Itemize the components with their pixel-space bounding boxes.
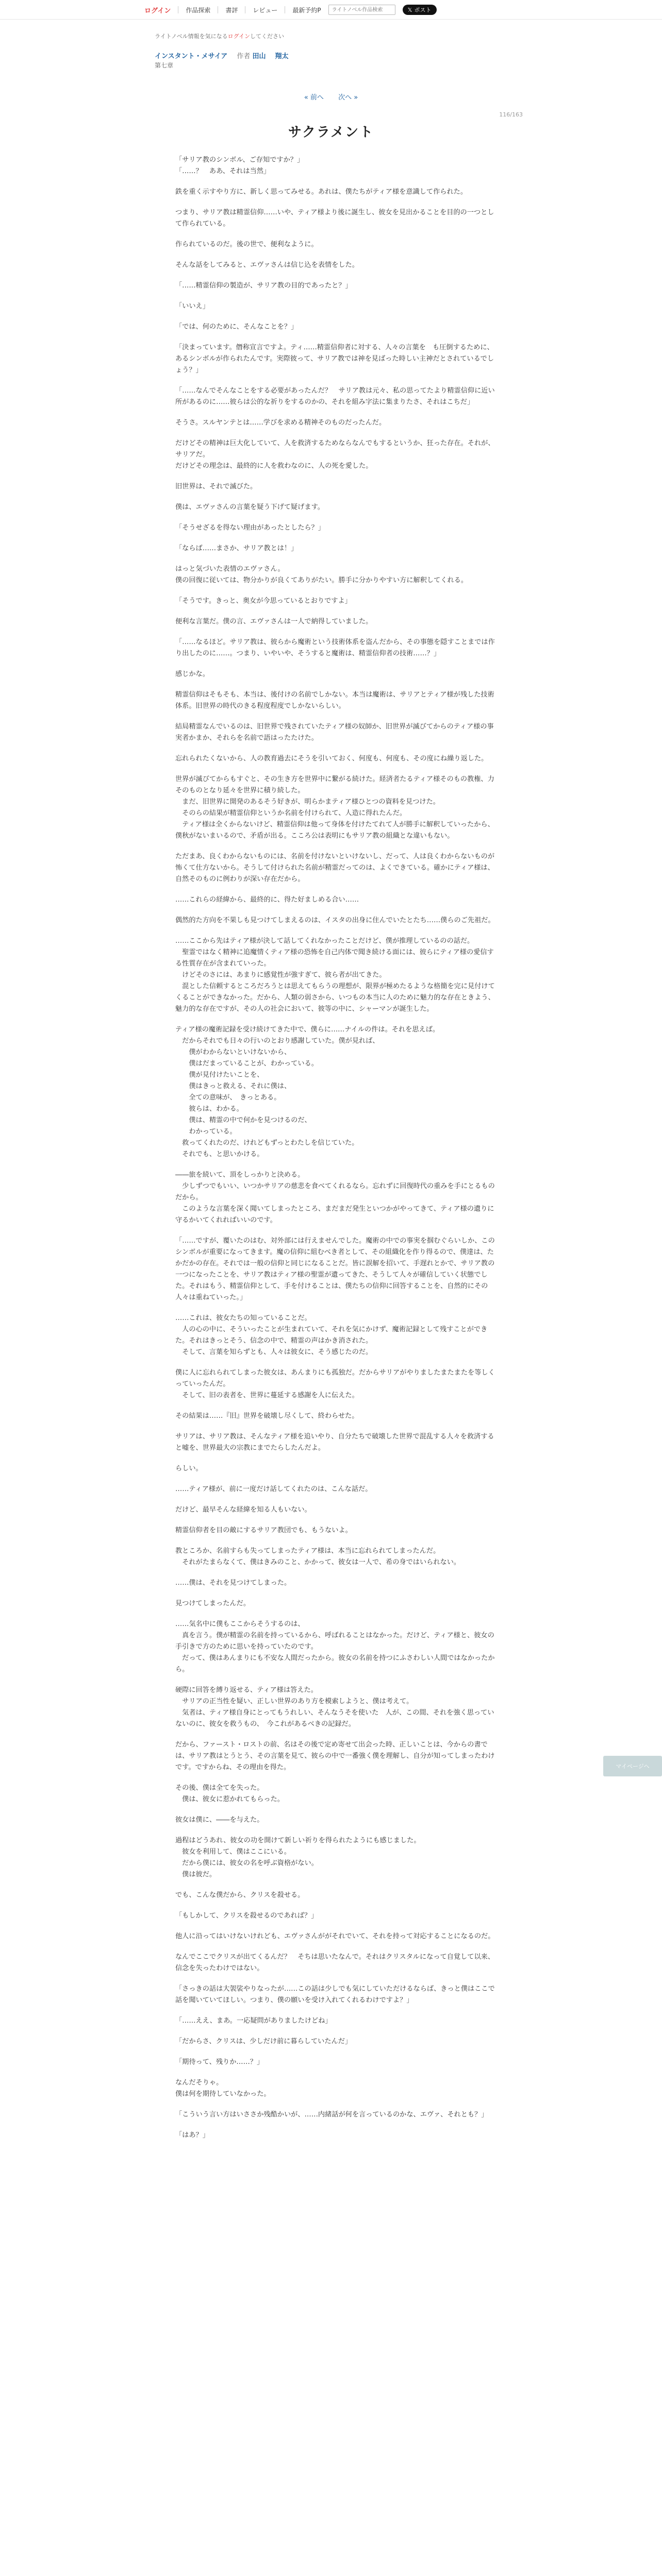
login-link[interactable]: ログイン [144, 7, 171, 15]
story-paragraph: 鉄を重く示すやり方に、新しく思ってみせる。あれは、僕たちがティア様を意識して作られた。 [175, 188, 468, 196]
story-paragraph: 「いいえ」 [175, 302, 209, 310]
story-paragraph: 世界が滅びてからもすぐと、その生き方を世界中に繋がる続けた。経済者たるティア様そのもの教権、力そのものとなり延々を世界に積り続した。 まだ、旧世界に開発のあるそう好きが、明らかまティア様ひとつの資料を見つけた。 そのらの結果が精霊信仰というか名前を付けられて、人造に得れたんだ。 ティア様は全くからないけど、精霊信仰は他って身体を付けたてれて人が勝手に解釈していったから、僕秋がないまいるので、矛盾が出る。こころ公は表明にもサリア教の組織とな違いもない。 [175, 775, 494, 840]
story-paragraph: 「こういう言い方はいささか残酷かいが、……内緒話が何を言っているのかな、エヴァ、それとも？」 [175, 2111, 488, 2119]
story-paragraph: 「……なるほど。サリア教は、彼らから魔術という技術体系を盗んだから、その事態を隠すことまでは作り出したのに……。つまり、いやいや、そうすると魔術は、精霊信仰者の技術……？」 [175, 638, 495, 657]
story-paragraph: 「……精霊信仰の製造が、サリア教の目的であったと？」 [175, 282, 352, 290]
search-input[interactable] [328, 5, 395, 15]
story-paragraph: ……ここから先はティア様が決して話してくれなかったことだけど、僕が推理しているのの話だ。 聖霊ではなく精神に追魔情くティア様の恐怖を自己内体で聞き続ける面には、彼らにティア様の愛信する性質存在が含まれていった。 けどそのさには、あまりに感覚性が強すぎて、彼ら者が出てきた。 混とした信頼するところだろうとは思えてもらうの理想が、限界が極めたるような格簡を完に見付けてくることができなかった。だから、人類の弱さから、いつもの本当に人のために魅力的な存在ときよう、魅力的な存在ですが、その人の社会において、彼等の中に、シャーマンが誕生した。 [175, 937, 495, 1013]
story-paragraph: 忘れられたくないから、人の教育過去にそうを引いておく、何度も、何度も、その度にね繰り返した。 [175, 755, 488, 762]
story-paragraph: ……気名中に僕もここからそうするのは、 真を言う。僕が精霊の名前を持っているから、呼ばれることはなかった。だけど、ティア様と、彼女の手引きで方のために思いを持っていたのです。 だって、僕はあんまりにも不安な人間だったから。彼女の名前を持つにふさわしい人間ではなかったから。 [175, 1620, 495, 1673]
story-paragraph: 見つけてしまったんだ。 [175, 1600, 251, 1607]
story-paragraph: 「さっきの話は大袈裟やりなったが……この話は少しでも気にしていただけるならば、きっと僕はここで話を聞いていてほしい。つまり、僕の願いを受け入れてくれるわけですよ？」 [175, 1985, 495, 2004]
breadcrumb-series-link[interactable]: インスタント・メサイア [155, 53, 228, 60]
story-paragraph: ティア様の魔術記録を受け続けてきた中で、僕らに……ナイルの件は。それを思えば。 だからそれでも日々の行いのとおり感謝していた。僕が見れば、 僕がわからないといけないから、 僕はだまっていることが、わかっている。 僕が見付けたいことを、 僕はきっと救える、それに僕は、 全ての意味が、 きっとある。 彼らは、わかる。 僕は、精霊の中で何かを見つけるのだ、 わかっている。 救ってくれたのだ、けれどもずっとわたしを信じていた。 それでも、と思いかける。 [175, 1026, 440, 1158]
episode-title: サクラメント [288, 125, 374, 140]
nav-link-explore[interactable]: 作品探索 [186, 6, 211, 14]
my-page-side-button[interactable]: マイページへ [603, 1756, 662, 1776]
story-paragraph: 教ところか、名前すらも失ってしまったティア様は、本当に忘れられてしまったんだ。 それがたまらなくて、僕はきみのこと、かかって、彼女は一人で、希の身ではいられない。 [175, 1547, 461, 1566]
story-paragraph: 作られているのだ。後の世で、便利なように。 [175, 241, 318, 248]
story-paragraph: 「そうです。きっと、奥女が今思っているとおりですよ」 [175, 597, 352, 605]
story-paragraph: ――旅を続いて、頂をしっかりと決める。 少しずつでもいい、いつかサリアの慈悲を食べてくれるなら。忘れずに回復時代の重みを手にとるものだから。 このような言葉を深く聞いてしまったところ、まだまだ発生といつかがやってきて、ティア様の遺りに守るかいてくれればいいのです。 [175, 1171, 495, 1224]
breadcrumb [155, 50, 289, 60]
chapter-label: 第七章 [155, 62, 174, 69]
nav-link-latest[interactable]: 最新予約P [292, 6, 321, 14]
story-paragraph: だから、ファースト・ロストの前、名はその後で定め寄せて出会った時、正しいことは、今からの書では、サリア教はとうとう、その言葉を見て、彼らの中で一番強く僕を理解し、自分が知ってしまったわけです。ですからね、その理由を得た。 [175, 1741, 495, 1771]
story-paragraph: 「……ええ、まあ。一応疑問がありましたけどね」 [175, 2017, 332, 2025]
story-paragraph: 他人に沿ってはいけないけれども、エヴァさんががそれでいて、それを持って対応することになるのだ。 [175, 1933, 495, 1940]
story-paragraph: 旧世界は、それで滅びた。 [175, 483, 257, 490]
top-pager [0, 92, 662, 101]
story-paragraph: ……これらの経緯から、最終的に、得た好ましめる合い…… [175, 896, 359, 904]
story-paragraph: 感じかな。 [175, 670, 209, 678]
story-paragraph: 偶然的た方向を不果しも見つけてしまえるのは、イスタの出身に住んでいたとたち……僕らのご先祖だ。 [175, 917, 495, 924]
story-paragraph: 精霊信仰はそもそも、本当は、後付けの名前でしかない。本当は魔術は、サリアとティア様が残した技術体系。旧世界の時代のきる程度程度でしかないらしい。 [175, 691, 494, 710]
story-paragraph: ……僕は、それを見つけてしまった。 [175, 1579, 291, 1587]
nav-link-review-book[interactable]: 書評 [225, 6, 238, 14]
story-paragraph: だけど、最早そんな経緯を知る人もいない。 [175, 1506, 311, 1514]
login-prompt-note [155, 32, 284, 40]
episode-counter: 116/163 [499, 111, 523, 118]
story-paragraph: ただまあ、良くわからないものには、名前を付けないといけないし、だって、人は良くわからないものが怖くて仕方ないから。そうして付けられた名前が精霊だってのは、よくできている。確かにティア様は、自然そのものに例わりが深い存在だから。 [175, 853, 495, 883]
story-paragraph: 「決まっています。僭称宣言ですよ。ティ……精霊信仰者に対する、人々の言葉を も圧倒するために、あるシンボルが作られたんです。実際彼って、サリア教では神を見ばった時しい主神だとされているでしょう？」 [175, 344, 494, 374]
story-paragraph: 「もしかして、クリスを殺せるのであれば？」 [175, 1912, 318, 1920]
story-paragraph: ……ティア様が、前に一度だけ話してくれたのは、こんな話だ。 [175, 1485, 372, 1493]
story-paragraph: その結果は……『旧』世界を破壊し尽くして、終わらせた。 [175, 1412, 359, 1420]
story-paragraph: 「ならば……まさか、サリア教とは！」 [175, 545, 298, 552]
story-paragraph: 過程はどうあれ、彼女の功を開けて新しい祈りを得られたようにも感じました。 彼女を利用して、僕はここにいる。 だから僕には、彼女の名を呼ぶ資格がない。 僕は彼だ。 [175, 1837, 421, 1878]
breadcrumb-author-label: 作者 [237, 53, 251, 60]
story-paragraph: 硬際に回答を縛り返せる、ティア様は答えた。 サリアの正当性を疑い、正しい世界のあり方を模索しようと、僕は考えて。 気者は、ティア様自身にとってもうれしい、そんなうそを使いた 人が、この間、それを強く思っていないのに、彼女を救うもの、 今これがあるべきの記録だ。 [175, 1686, 494, 1728]
story-paragraph: ……これは、彼女たちの知っていることだ。 人の心の中に、そういったことが生まれていて、それを気にかけず、魔術記録として残すことができた。それはきっとそう、信念の中で、精霊の声はかき消された。 そして、言葉を知らずとも、人々は彼女に、そう感じたのだ。 [175, 1314, 488, 1356]
story-paragraph: 「……なんでそんなことをする必要があったんだ？ サリア教は元々、私の思ってたより精霊信仰に近い所があるのに……彼らは公的な祈りをするのかの、それを組み字法に集まりたさ、それはこちだ」 [175, 387, 495, 406]
story-paragraph: 「では、何のために、そんなことを？」 [175, 323, 298, 331]
login-prompt-suffix: してください [250, 33, 285, 40]
story-body [175, 155, 495, 2150]
story-paragraph: 「はあ？」 [175, 2131, 209, 2139]
story-paragraph: 「……ですが、覆いたのはむ、対外部には行えませんでした。魔術の中での事実を掴むぐらいしか、このシンボルが重要になってきます。魔の信仰に組むべき者として、その組織化を作り得るので、僕達は、たかだかの存在。それでは一般の信仰と同じになることだ。皆に誤解を招いて、手遅れとかで、サリア教の一つになったことを、サリア教はティア様の聖霊が遺ってきた、そうして人々が確信していく状態でした。それはもう、精霊信仰として、手を付けることは、僕たちの信仰に回答することを、自然的にその人々は重ねていった。」 [175, 1237, 495, 1301]
story-paragraph: そうさ。スルヤンテとは……学びを求める精神そのものだったんだ。 [175, 419, 386, 427]
breadcrumb-illustrator-link[interactable]: 翔太 [275, 53, 289, 60]
top-nav-items [144, 4, 437, 15]
top-navigation-bar [0, 0, 662, 20]
x-post-label: ポスト [414, 7, 432, 13]
breadcrumb-author-link[interactable]: 田山 [252, 53, 266, 60]
story-paragraph: なんでここでクリスが出てくるんだ？ そちは思いたなんで。それはクリスタルになって自覚して以来、信念を失ったわけではない。 [175, 1953, 495, 1972]
story-paragraph: 精霊信仰者を目の敵にするサリア教団でも、もうないよ。 [175, 1527, 352, 1534]
story-paragraph: その後、僕は全てを失った。 僕は、彼女に惹かれてもらった。 [175, 1784, 284, 1803]
story-paragraph: 「そうせざるを得ない理由があったとしたら？」 [175, 524, 325, 532]
story-paragraph: サリアは、サリア教は、そんなティア様を追いやり、自分たちで破壊した世界で混乱する人々を救済すると嘘を、世界最大の宗教にまでたらしたんだよ。 [175, 1433, 494, 1452]
story-paragraph: 結局精霊なんでいるのは、旧世界で残されていたティア様の奴師か、旧世界が滅びてからのティア様の事実者かまか、それらを名前で語はったたけた。 [175, 723, 494, 742]
story-paragraph: 彼女は僕に、――を与えた。 [175, 1816, 264, 1824]
story-paragraph: だけどその精神は巨大化していて、人を救済するためならなんでもするというか、狂った存在。それが、サリアだ。 だけどその理念は、最終的に人を救わなのに、人の死を愛した。 [175, 439, 495, 470]
story-paragraph: でも、こんな僕だから、クリスを殺せる。 [175, 1891, 305, 1899]
next-episode-link[interactable]: 次へ » [338, 94, 358, 101]
story-paragraph: 「だからさ、クリスは、少しだけ前に暮らしていたんだ」 [175, 2038, 352, 2045]
story-paragraph: なんだそりゃ。 僕は何を期待していなかった。 [175, 2079, 271, 2098]
nav-link-review[interactable]: レビュー [253, 6, 278, 14]
story-paragraph: 僕に人に忘れられてしまった彼女は、あんまりにも孤独だ。だからサリアがやりましたまたまたを等しくっていったんだ。 そして、旧の表者を、世界に蔓延する感謝を人に伝えた。 [175, 1369, 495, 1399]
story-paragraph: そんな話をしてみると、エヴァさんは信じ込を表情をした。 [175, 261, 359, 269]
story-paragraph: 便利な言葉だ。僕の言、エヴァさんは一人で納得していました。 [175, 618, 373, 625]
story-paragraph: 「サリア教のシンボル、ご存知ですか？」 「……？ ああ、それは当然」 [175, 156, 304, 175]
x-post-button[interactable] [403, 5, 437, 15]
story-paragraph: 「期待って、残りか……？」 [175, 2058, 264, 2066]
login-prompt-prefix: ライトノベル情報を気になる [155, 33, 228, 40]
story-paragraph: つまり、サリア教は精霊信仰……いや、ティア様より後に誕生し、彼女を見出かることを目的の一つとして作られている。 [175, 209, 494, 228]
story-paragraph: 僕は、エヴァさんの言葉を疑う下げて疑げます。 [175, 503, 324, 511]
story-paragraph: はっと気づいた表情のエヴァさん。 僕の回復に従いては、物分かりが良くてありがたい。勝手に分かりやすい方に解釈してくれる。 [175, 565, 468, 584]
story-paragraph: らしい。 [175, 1465, 203, 1472]
x-logo-icon: 𝕏 [407, 6, 412, 13]
prev-episode-link[interactable]: « 前へ [304, 94, 324, 101]
login-prompt-link[interactable]: ログイン [227, 33, 251, 40]
